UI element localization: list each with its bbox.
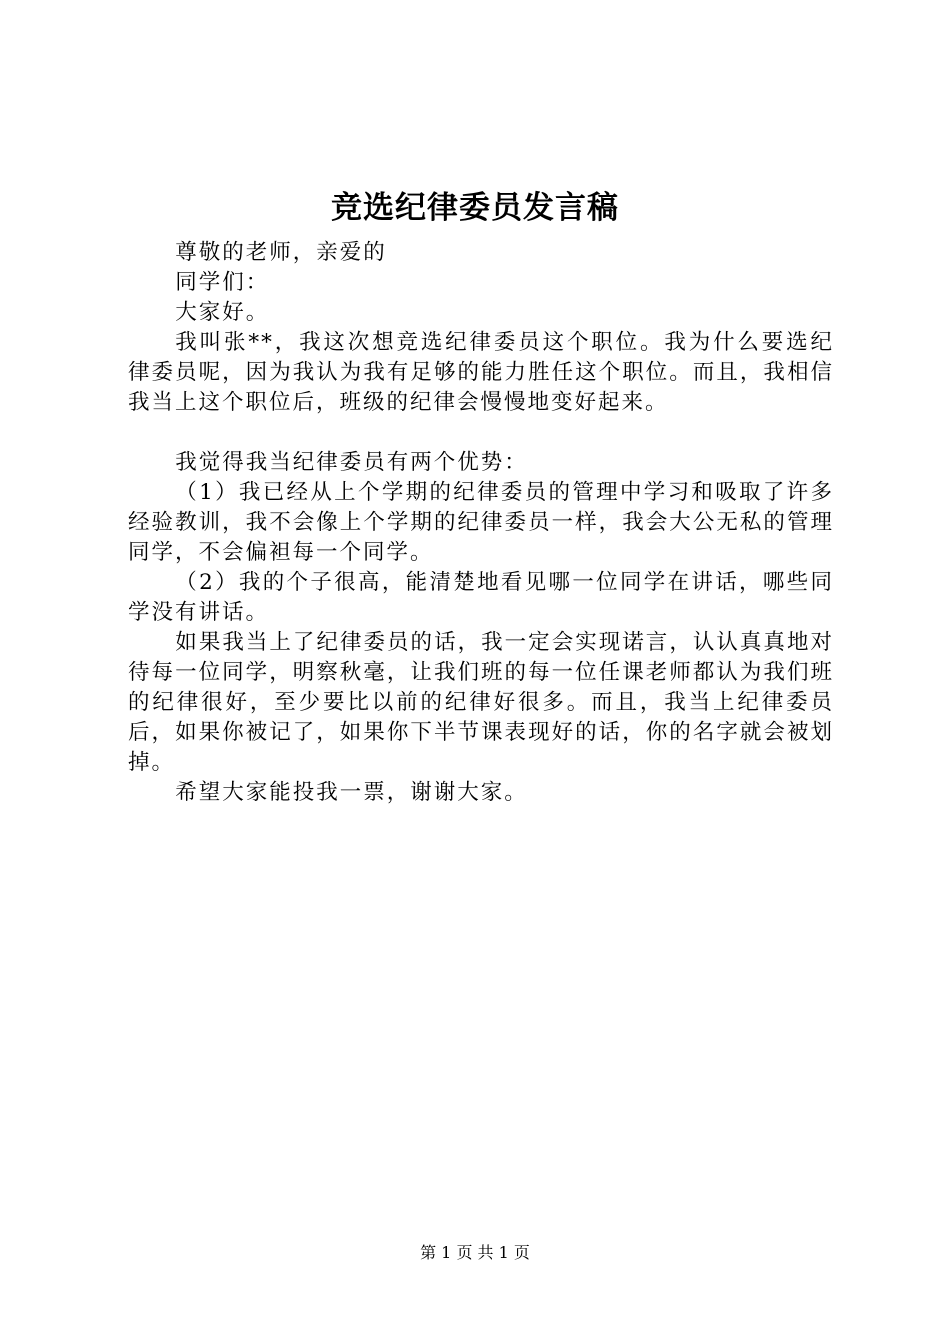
paragraph-promise: 如果我当上了纪律委员的话，我一定会实现诺言，认认真真地对待每一位同学，明察秋毫，让我们班的每一位任课老师都认为我们班的纪律很好，至少要比以前的纪律好很多。而且，我当上纪律委员后，如果你被记了，如果你下半节课表现好的话，你的名字就会被划掉。: [128, 630, 834, 775]
page-footer: 第 1 页 共 1 页: [420, 1243, 530, 1262]
document-body: [128, 238, 834, 808]
paragraph-advantage-2: （2）我的个子很高，能清楚地看见哪一位同学在讲话，哪些同学没有讲话。: [128, 570, 834, 625]
paragraph-closing: 希望大家能投我一票，谢谢大家。: [175, 780, 528, 805]
greeting: 大家好。: [175, 300, 270, 325]
paragraph-advantage-1: （1）我已经从上个学期的纪律委员的管理中学习和吸取了许多经验教训，我不会像上个学期的纪律委员一样，我会大公无私的管理同学，不会偏袒每一个同学。: [128, 480, 834, 565]
paragraph-spacer: [128, 418, 834, 448]
salutation-line-2: 同学们：: [175, 270, 270, 295]
document-title: 竞选纪律委员发言稿: [331, 190, 619, 226]
salutation-line-1: 尊敬的老师，亲爱的: [175, 240, 387, 265]
paragraph-advantages-heading: 我觉得我当纪律委员有两个优势：: [175, 450, 528, 475]
paragraph-introduction: 我叫张**，我这次想竞选纪律委员这个职位。我为什么要选纪律委员呢，因为我认为我有足够的能力胜任这个职位。而且，我相信我当上这个职位后，班级的纪律会慢慢地变好起来。: [128, 330, 834, 415]
